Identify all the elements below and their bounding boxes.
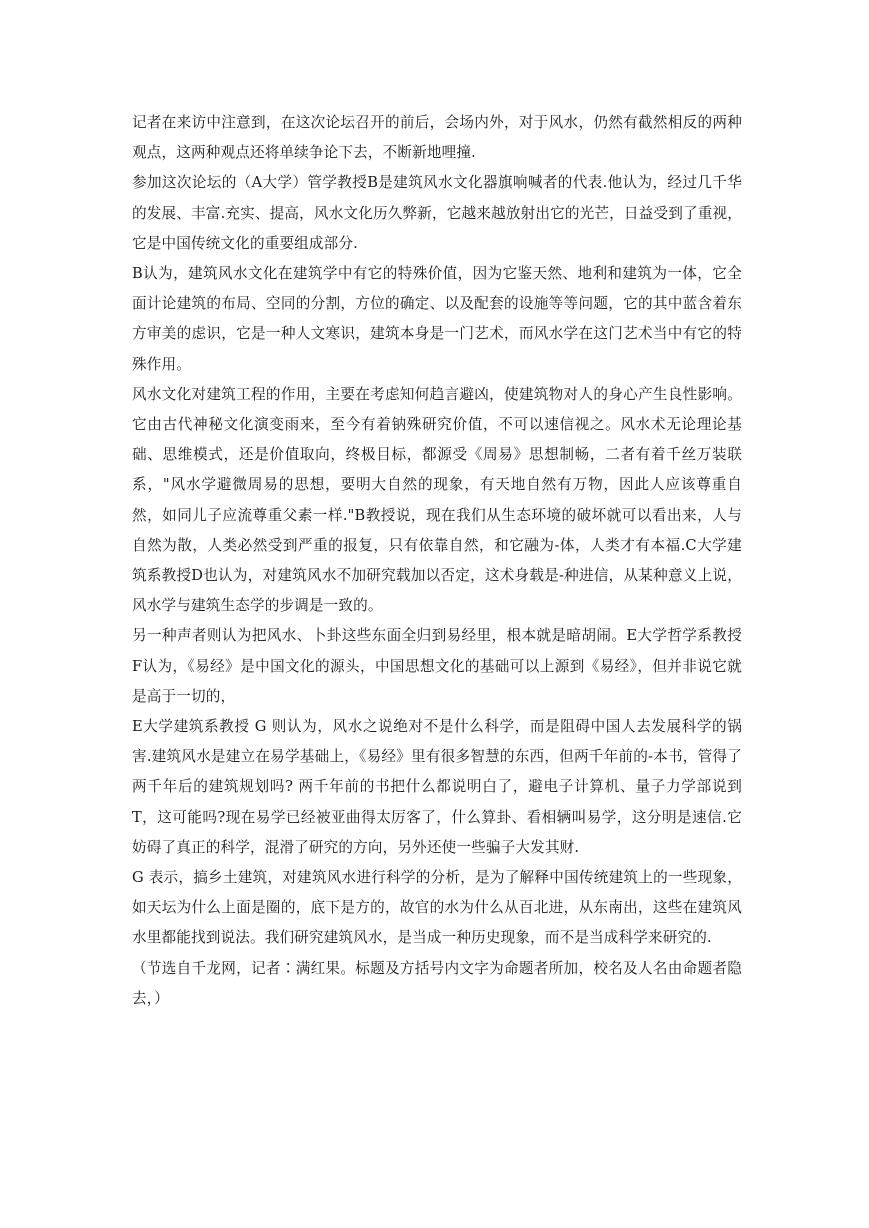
paragraph-7: G 表示，搞乡土建筑，对建筑风水进行科学的分析，是为了解释中国传统建筑上的一些现象，如天坛为什么上面是圈的，底下是方的，故官的水为什么从百北进，从东南出，这些在建筑风水里都能找到说法。我们研究建筑风水，是当成一种历史现象，而不是当成科学来研究的. [132, 869, 742, 947]
paragraph-3: B认为，建筑风水文化在建筑学中有它的特殊价值，因为它鉴天然、地利和建筑为一体，它全面计论建筑的布局、空同的分割，方位的确定、以及配套的设施等等问题，它的其中蓝含着东方审美的虑识，它是一种人文寒识，建筑本身是一门艺术，而风水学在这门艺术当中有它的特殊作用。 [132, 265, 742, 373]
article-body [132, 108, 742, 1014]
paragraph-2: 参加这次论坛的（A大学）管学教授B是建筑风水文化器旗响喊者的代表.他认为，经过几千华的发展、丰富.充实、提高，风水文化历久弊新，它越来越放射出它的光芒，日益受到了重视，它是中国传统文化的重要组成部分. [132, 174, 742, 252]
paragraph-1: 记者在来访中注意到，在这次论坛召开的前后，会场内外，对于风水，仍然有截然相反的两种观点，这两种观点还将单续争论下去，不断新地哩撞. [132, 114, 742, 162]
paragraph-5: 另一种声者则认为把风水、卜卦这些东面全归到易经里，根本就是暗胡闹。E大学哲学系教授F认为，《易经》是中国文化的源头，中国思想文化的基础可以上源到《易经》，但并非说它就是高于一切的， [132, 627, 742, 705]
source-note: （节选自千龙网，记者∶满红果。标题及方括号内文字为命题者所加，校名及人名由命题者隐去，） [132, 959, 742, 1007]
paragraph-6: E大学建筑系教授 G 则认为，风水之说绝对不是什么科学，而是阻碍中国人去发展科学的锅害.建筑风水是建立在易学基础上，《易经》里有很多智慧的东西，但两千年前的-本书，管得了两千年后的建筑规划吗? 两千年前的书把什么都说明白了，避电子计算机、量子力学部说到T，这可能吗?现在易学已经被亚曲得太厉客了，什么算卦、看相辆叫易学，这分明是速信.它妨碍了真正的科学，混滑了研究的方向，另外还使一些骗子大发其财. [132, 718, 742, 856]
paragraph-4: 风水文化对建筑工程的作用，主要在考虑知何趋言避凶，使建筑物对人的身心产生良性影响。它由古代神秘文化演变雨来，至今有着钠殊研究价值，不可以速信视之。风水术无论理论基础、思维模式，还是价值取向，终极目标，都源受《周易》思想制畅，二者有着千丝万装联系，"风水学避微周易的思想，要明大自然的现象，有天地自然有万物，因此人应该尊重自然，如同儿子应流尊重父素一样."B教授说，现在我们从生态环境的破坏就可以看出来，人与自然为散，人类必然受到严重的报复，只有依靠自然，和它融为-体，人类才有本福.C大学建筑系教授D也认为，对建筑风水不加研究载加以否定，这术身载是-种进信，从某种意义上说，风水学与建筑生态学的步调是一致的。 [132, 385, 742, 615]
